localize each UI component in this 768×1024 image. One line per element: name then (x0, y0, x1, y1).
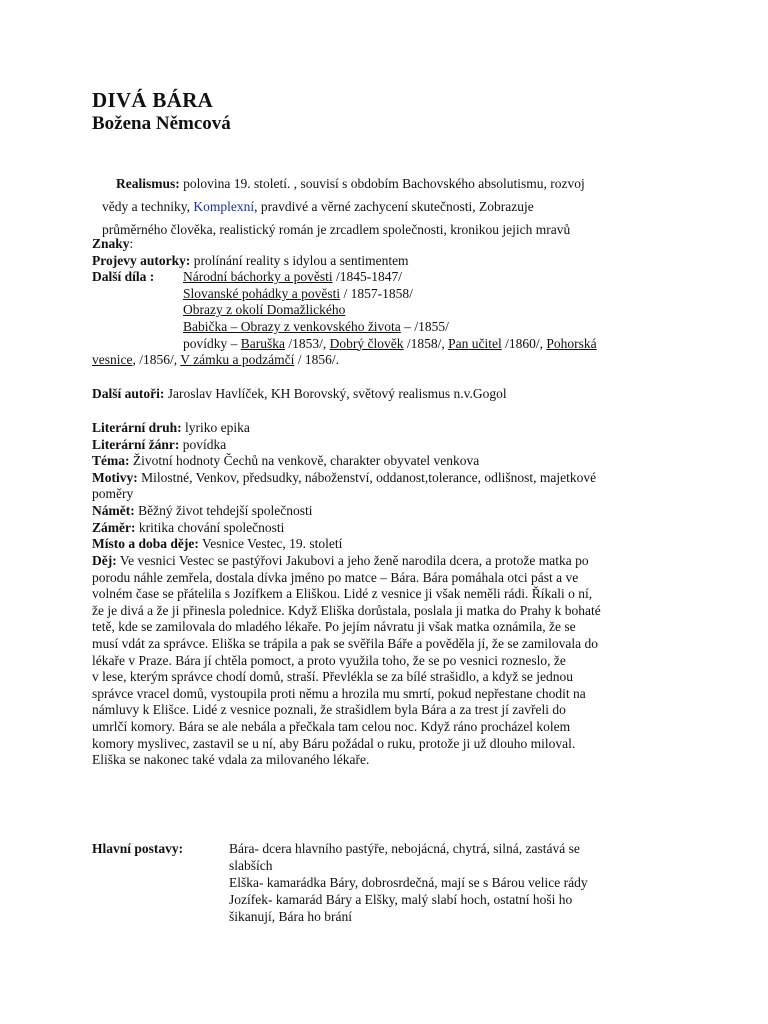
realism-paragraph (100, 172, 660, 241)
intent-row: Záměr: kritika chování společnosti (92, 519, 285, 535)
work-link: V zámku a podzámčí (180, 352, 295, 368)
work-link: Obrazy z okolí Domažlického (183, 302, 346, 318)
plot-line: Eliška se nakonec také vdala za milovaného lékaře. (92, 752, 370, 768)
works-row-3 (92, 302, 682, 319)
works-row-6: vesnice, /1856/, V zámku a podzámčí / 1856/. (92, 352, 339, 368)
literary-genre-label: Literární žánr: (92, 436, 180, 452)
setting-row: Místo a doba děje: Vesnice Vestec, 19. století (92, 536, 343, 552)
document-title: DIVÁ BÁRA (92, 88, 214, 112)
plot-line: Děj: Ve vesnici Vestec se pastýřovi Jakubovi a jeho ženě narodila dcera, a protože matka po (92, 553, 589, 568)
realism-line-2: vědy a techniky, Komplexní, pravdivé a věrné zachycení skutečnosti, Zobrazuje (102, 199, 534, 214)
works-row-4: Babička – Obrazy z venkovského života – /1855/ (183, 318, 449, 334)
highlighted-word: Komplexní (193, 199, 255, 214)
characteristics-section (92, 236, 682, 369)
plot-line: že je divá a že ji přinesla polednice. Když Eliška dorůstala, poslala ji matka do Prahy k bohaté (92, 602, 601, 618)
character-line: Jozífek- kamarád Báry a Elšky, malý slabí hoch, ostatní hoši ho (229, 892, 573, 907)
realism-label: Realismus: (116, 176, 180, 191)
signs-row: Znaky: (92, 236, 134, 251)
plot-line: musí vdát za správce. Eliška se trápila a pak se svěřila Báře a pověděla jí, že se zamilovala do (92, 635, 599, 651)
subject-label: Námět: (92, 502, 135, 518)
literary-kind-label: Literární druh: (92, 420, 182, 435)
characters-list (229, 840, 649, 925)
plot-line: volném čase se přátelila s Jozífkem a Eliškou. Lidé z vesnice ji však neměli rádi. Říkali o ní, (92, 586, 593, 602)
plot-label: Děj: (92, 553, 117, 568)
literary-kind-row: Literární druh: lyriko epika (92, 420, 250, 435)
realism-line-3: průměrného člověka, realistický román je zrcadlem společnosti, kronikou jejich mravů (102, 222, 571, 237)
other-authors-label: Další autoři: (92, 386, 165, 401)
author-manifestation-row: Projevy autorky: prolínání reality s idylou a sentimentem (92, 252, 409, 268)
subject-row: Námět: Běžný život tehdejší společnosti (92, 502, 313, 518)
signs-label: Znaky (92, 236, 130, 251)
literary-info-section (92, 420, 682, 553)
works-row-1: Další díla : Národní báchorky a pověsti /1845-1847/ (92, 269, 402, 285)
literary-genre-row: Literární žánr: povídka (92, 436, 227, 452)
plot-line: porodu náhle zemřela, dostala dívka jméno po matce – Bára. Bára pomáhala otci pást a ve (92, 569, 579, 585)
other-authors-row: Další autoři: Jaroslav Havlíček, KH Borovský, světový realismus n.v.Gogol (92, 386, 507, 401)
other-authors-section (92, 386, 682, 403)
plot-line: lékaře v Praze. Bára jí chtěla pomoct, a proto využila toho, že se po vesnici rozneslo, že (92, 652, 566, 668)
motifs-row-cont: poměry (92, 486, 134, 502)
plot-line: komory myslivec, zastavil se u ní, aby Báru požádal o ruku, protože ji už dlouho miloval. (92, 735, 576, 751)
work-link: Babička – Obrazy z venkovského života (183, 318, 401, 334)
character-line: šikanují, Bára ho brání (229, 909, 352, 924)
work-link: Národní báchorky a pověsti (183, 269, 333, 285)
plot-line: tetě, kde se zamilovala do mladého lékaře. Po jejím návratu ji však matka oznámila, že se (92, 619, 576, 635)
work-link: Slovanské pohádky a pověsti (183, 285, 341, 301)
works-row-2: Slovanské pohádky a pověsti / 1857-1858/ (183, 285, 413, 301)
work-link: Pohorská (546, 335, 597, 351)
work-link: Dobrý člověk (329, 335, 404, 351)
character-line: slabších (229, 858, 273, 873)
document-author: Božena Němcová (92, 113, 231, 134)
motifs-label: Motivy: (92, 469, 138, 485)
motifs-row: Motivy: Milostné, Venkov, předsudky, náboženství, oddanost,tolerance, odlišnost, majetkové (92, 469, 597, 485)
other-works-label: Další díla : (92, 269, 155, 285)
work-link: Pan učitel (448, 335, 502, 351)
works-row-5: povídky – Baruška /1853/, Dobrý člověk /1858/, Pan učitel /1860/, Pohorská (183, 335, 597, 351)
author-manifestation-label: Projevy autorky: (92, 252, 191, 268)
character-line: Bára- dcera hlavního pastýře, nebojácná, chytrá, silná, zastává se (229, 841, 580, 856)
plot-line: námluvy k Elišce. Lidé z vesnice poznali, že strašidlem byla Bára a za trest jí zavřeli do (92, 702, 566, 718)
plot-line: v lese, kterým správce chodí domů, straší. Převlékla se za bílé strašidlo, a když se jednou (92, 669, 573, 685)
main-characters-label: Hlavní postavy: (92, 841, 184, 856)
work-link: vesnice (92, 352, 133, 368)
realism-line-1: Realismus: polovina 19. století. , souvisí s obdobím Bachovského absolutismu, rozvoj (116, 176, 585, 191)
intent-label: Záměr: (92, 519, 136, 535)
plot-line: správce vracel domů, vystoupila proti němu a hrozila mu smrtí, pokud nepřestane chodit na (92, 685, 586, 701)
plot-paragraph (92, 553, 680, 769)
plot-line: umrlčí komory. Bára se ale nebála a přečkala tam celou noc. Když ráno procházel kolem (92, 718, 571, 734)
character-line: Elška- kamarádka Báry, dobrosrdečná, mají se s Bárou velice rády (229, 875, 588, 890)
setting-label: Místo a doba děje: (92, 536, 199, 552)
work-link: Baruška (240, 335, 286, 351)
theme-label: Téma: (92, 453, 130, 469)
theme-row: Téma: Životní hodnoty Čechů na venkově, charakter obyvatel venkova (92, 453, 480, 469)
